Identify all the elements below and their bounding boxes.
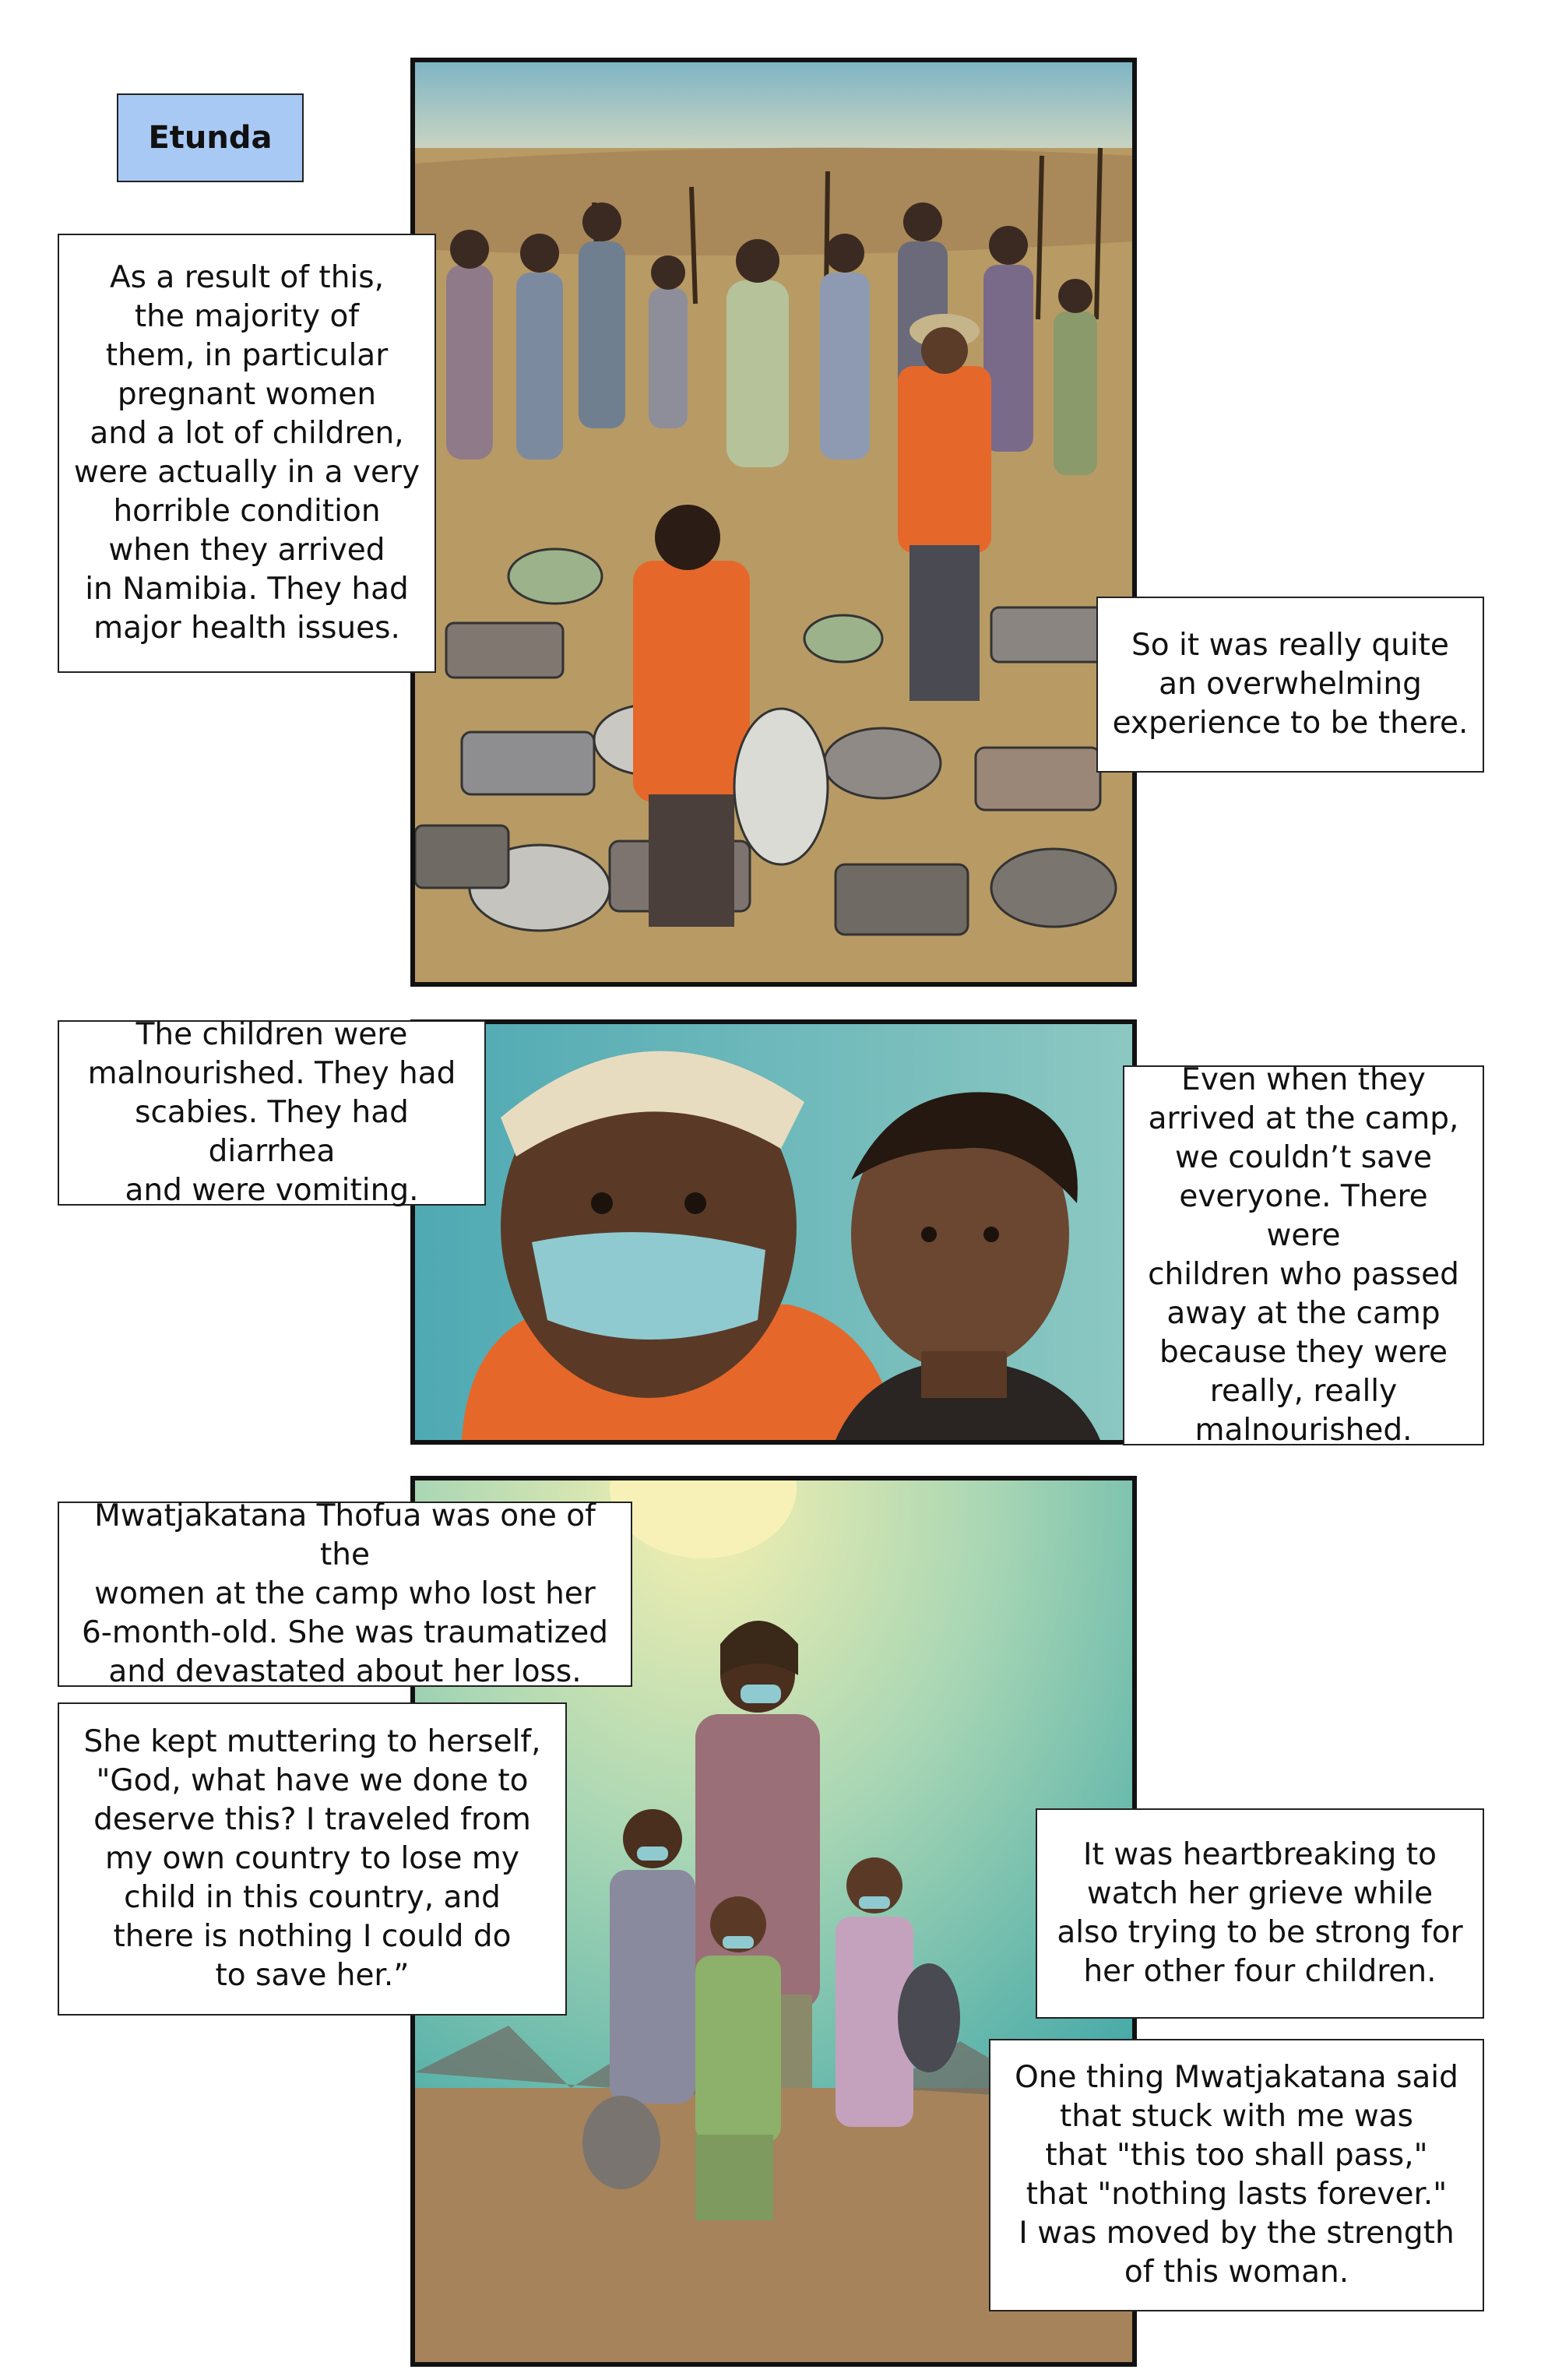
panel-3-caption-bottom-right: One thing Mwatjakatana said that stuck with me was that "this too shall pass," that "nothing lasts forever." I was moved by the strength of this woman.: [989, 2039, 1484, 2311]
panel-1-caption-right: So it was really quite an overwhelming experience to be there.: [1096, 597, 1484, 773]
panel-1-caption-left: As a result of this, the majority of them, in particular pregnant women and a lot of children, were actually in a very horrible condition when they arrived in Namibia. They had major health issues.: [58, 234, 436, 673]
aid-worker-right: [898, 314, 991, 701]
panel-1-artwork: [415, 62, 1132, 982]
panel-3-caption-mid-right: It was heartbreaking to watch her grieve while also trying to be strong for her other four children.: [1036, 1808, 1484, 2019]
panel-2-caption-left: The children were malnourished. They had scabies. They had diarrhea and were vomiting.: [58, 1020, 486, 1206]
panel-2-caption-right: Even when they arrived at the camp, we couldn’t save everyone. There were children who passed away at the camp because they were really, really malnourished.: [1123, 1065, 1484, 1445]
panel-3-caption-top-left: Mwatjakatana Thofua was one of the women at the camp who lost her 6-month-old. She was traumatized and devastated about her loss.: [58, 1502, 632, 1687]
panel-2-closeup-scene: [410, 1019, 1137, 1445]
panel-2-artwork: [415, 1024, 1132, 1440]
panel-3-caption-mid-left: She kept muttering to herself, "God, what have we done to deserve this? I traveled from my own country to lose my child in this country, and there is nothing I could do to save her.”: [58, 1702, 567, 2016]
location-tag: Etunda: [117, 93, 304, 182]
panel-1-distribution-scene: [410, 58, 1137, 987]
